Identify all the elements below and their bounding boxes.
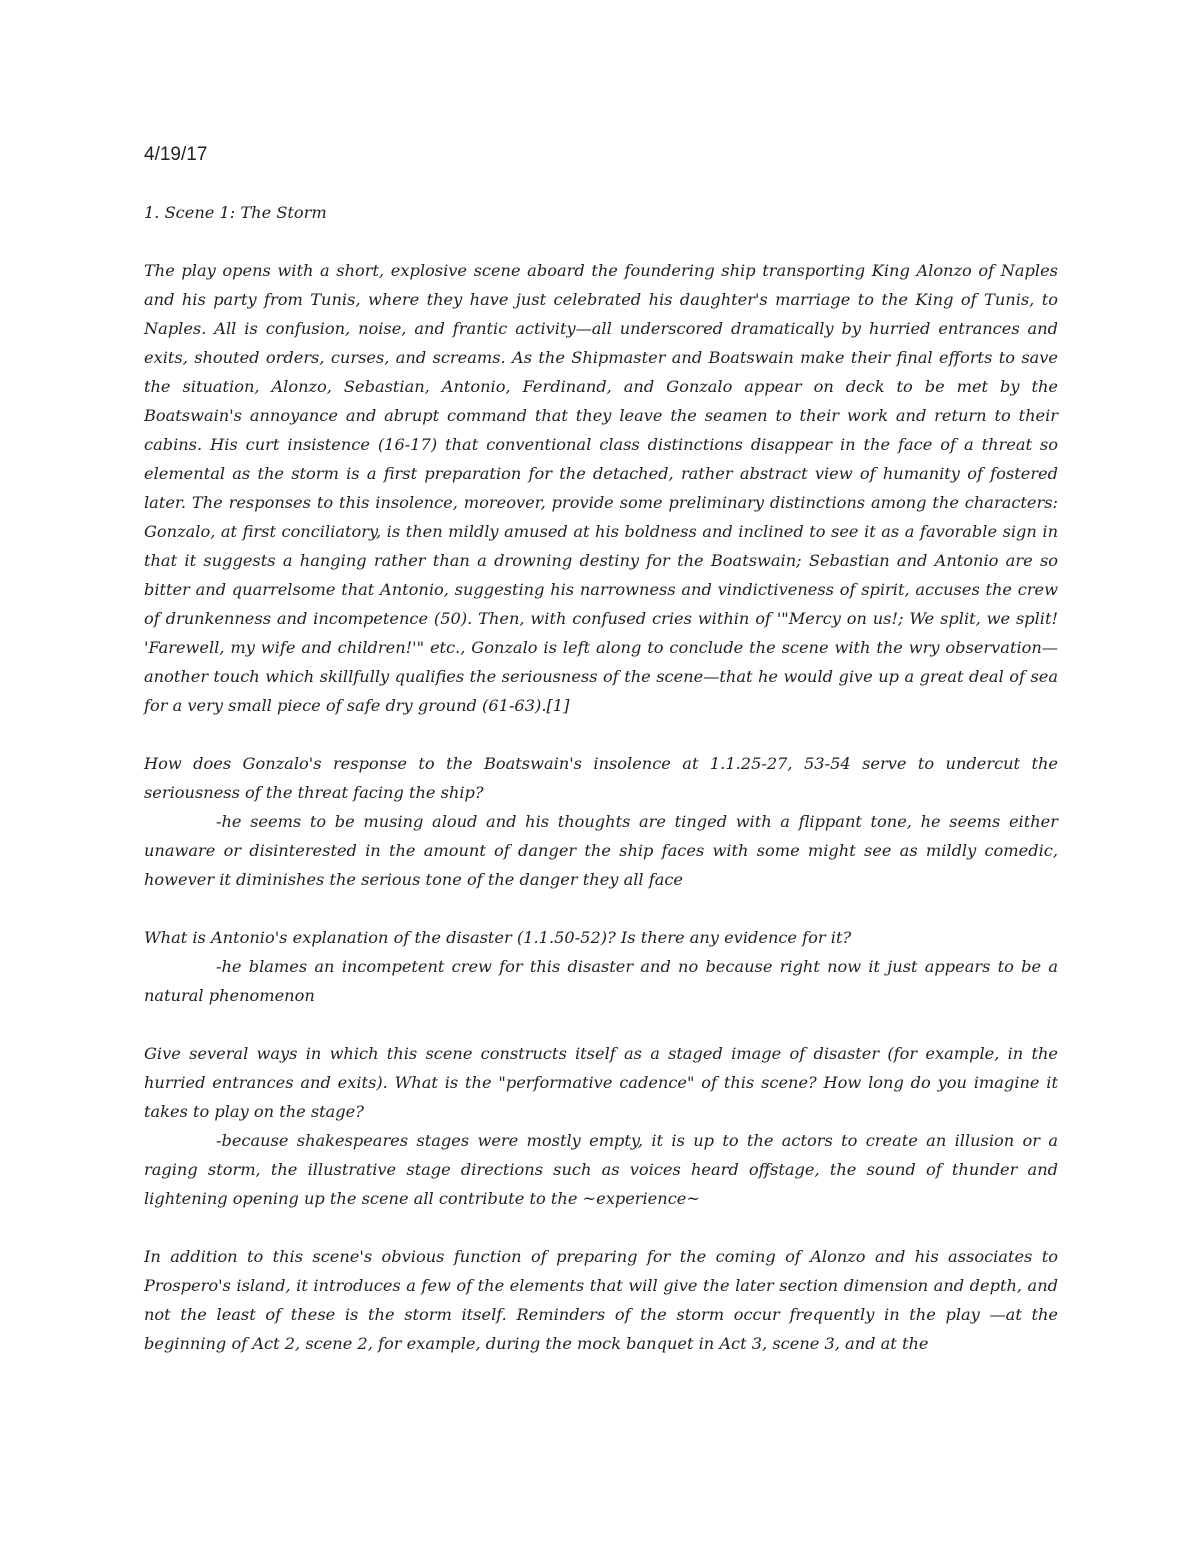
intro-paragraph: The play opens with a short, explosive scene aboard the foundering ship transporting King Alonzo of Naples and his party from Tunis, where they have just celebrated his daughter's marriage to the King of Tunis, to Naples. All is confusion, noise, and frantic activity—all underscored dramatically by hurried entrances and exits, shouted orders, curses, and screams. As the Shipmaster and Boatswain make their final efforts to save the situation, Alonzo, Sebastian, Antonio, Ferdinand, and Gonzalo appear on deck to be met by the Boatswain's annoyance and abrupt command that they leave the seamen to their work and return to their cabins. His curt insistence (16-17) that conventional class distinctions disappear in the face of a threat so elemental as the storm is a first preparation for the detached, rather abstract view of humanity of fostered later. The responses to this insolence, moreover, provide some preliminary distinctions among the characters: Gonzalo, at first conciliatory, is then mildly amused at his boldness and inclined to see it as a favorable sign in that it suggests a hanging rather than a drowning destiny for the Boatswain; Sebastian and Antonio are so bitter and quarrelsome that Antonio, suggesting his narrowness and vindictiveness of spirit, accuses the crew of drunkenness and incompetence (50). Then, with confused cries within of '"Mercy on us!; We split, we split! 'Farewell, my wife and children!'" etc., Gonzalo is left along to conclude the scene with the wry observation—another touch which skillfully qualifies the seriousness of the scene—that he would give up a great deal of sea for a very small piece of safe dry ground (61-63).[1] [144,261,1058,715]
answer-text: -because shakespeares stages were mostly empty, it is up to the actors to create an illusion or a raging storm, the illustrative stage directions such as voices heard offstage, the sound of thunder and lightening opening up the scene all contribute to the ~experience~ [144,1131,1058,1208]
closing-paragraph: In addition to this scene's obvious function of preparing for the coming of Alonzo and his associates to Prospero's island, it introduces a few of the elements that will give the later section dimension and depth, and not the least of these is the storm itself. Reminders of the storm occur frequently in the play —at the beginning of Act 2, scene 2, for example, during the mock banquet in Act 3, scene 3, and at the [144,1247,1058,1353]
question-text: How does Gonzalo's response to the Boatswain's insolence at 1.1.25-27, 53-54 serve to undercut the seriousness of the threat facing the ship? [144,754,1058,802]
answer-text: -he blames an incompetent crew for this disaster and no because right now it just appears to be a natural phenomenon [144,957,1058,1005]
document-date: 4/19/17 [144,144,208,165]
question-text: Give several ways in which this scene constructs itself as a staged image of disaster (for example, in the hurried entrances and exits). What is the "performative cadence" of this scene? How long do you imagine it takes to play on the stage? [144,1044,1058,1121]
question-text: What is Antonio's explanation of the disaster (1.1.50-52)? Is there any evidence for it? [144,928,852,947]
qa-block-staging [144,1039,1058,1213]
qa-block-antonio [144,923,1058,1010]
answer-text: -he seems to be musing aloud and his thoughts are tinged with a flippant tone, he seems either unaware or disinterested in the amount of danger the ship faces with some might see as mildly comedic, however it diminishes the serious tone of the danger they all face [144,812,1058,889]
section-heading: 1. Scene 1: The Storm [144,203,327,222]
qa-block-gonzalo [144,749,1058,894]
document-body [144,140,1058,1358]
